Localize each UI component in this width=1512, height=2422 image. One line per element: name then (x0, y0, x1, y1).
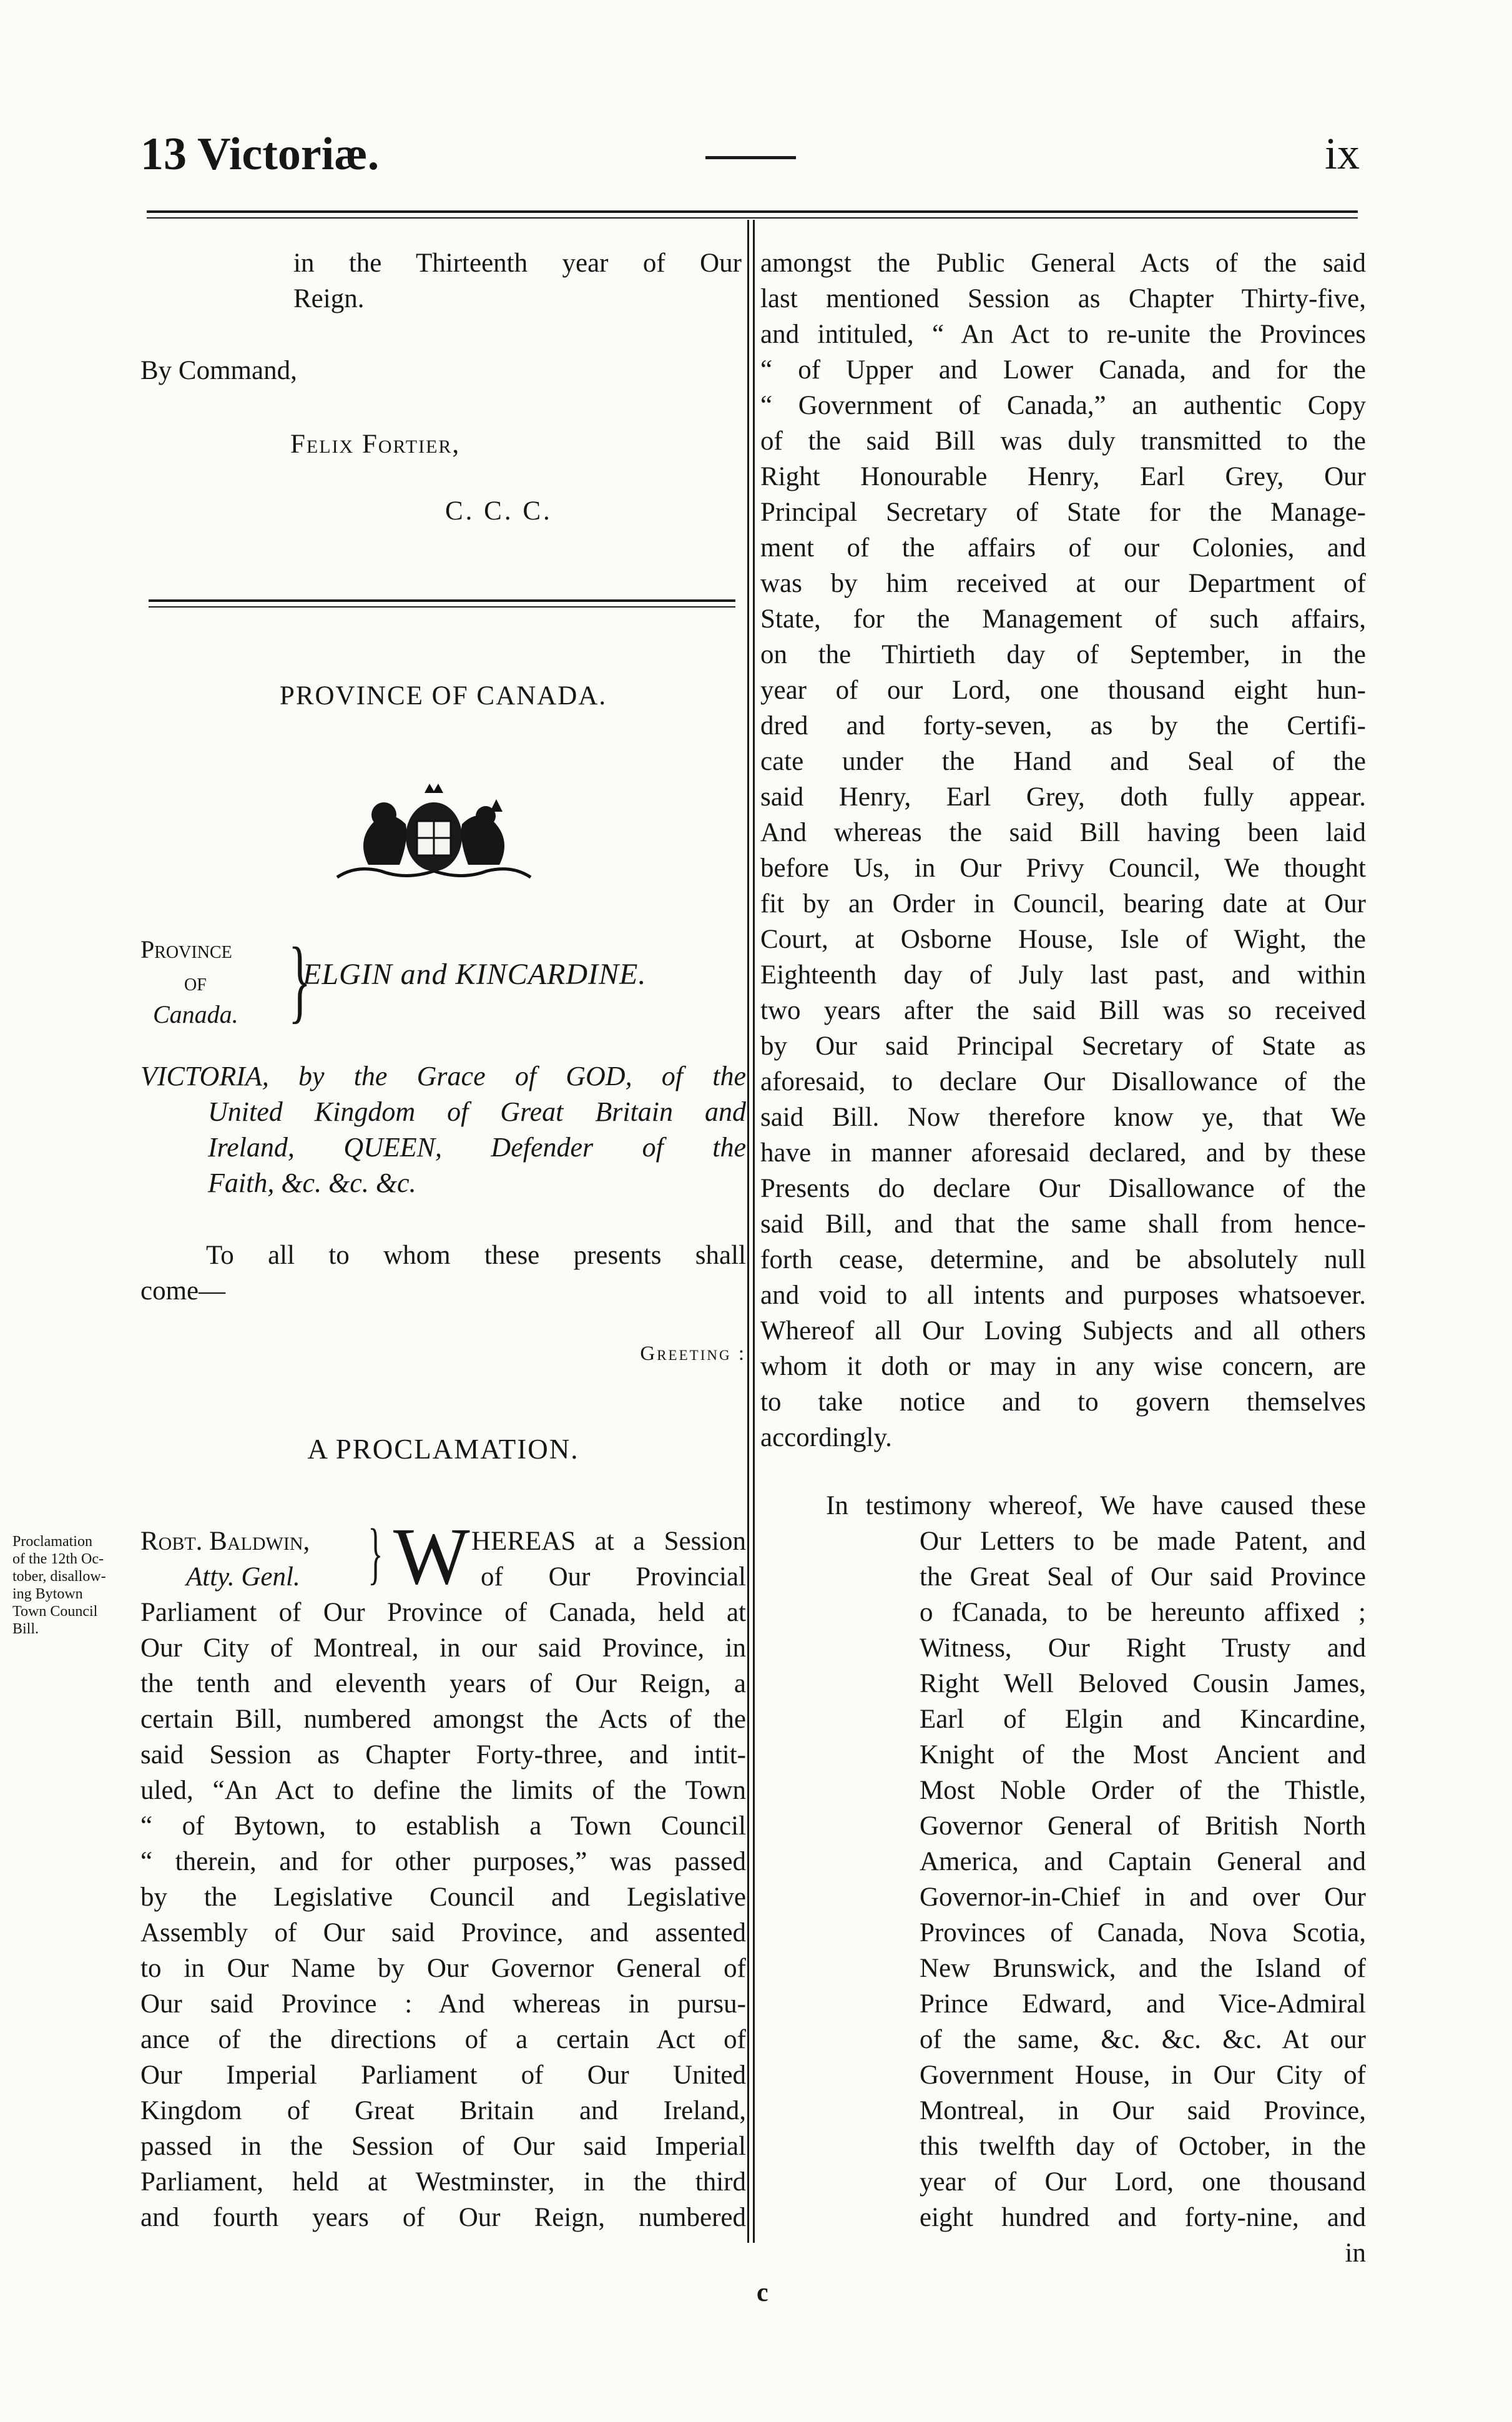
testimony-clause (760, 1488, 1366, 2271)
body-line: to take notice and to govern themselves (760, 1387, 1366, 1417)
royal-style-line-2: United Kingdom of Great Britain and (208, 1096, 746, 1127)
testimony-line: this twelfth day of October, in the (920, 2132, 1366, 2161)
drop-cap: W (393, 1512, 470, 1602)
whereas-line-2 (481, 1559, 746, 1595)
body-line: on the Thirtieth day of September, in the (760, 640, 1366, 669)
body-line: ment of the affairs of our Colonies, and (760, 533, 1366, 563)
testimony-last-word: in (1345, 2238, 1366, 2268)
body-line: fit by an Order in Council, bearing date at Our (760, 889, 1366, 918)
section-rule-thin (149, 606, 735, 608)
body-line: was by him received at our Department of (760, 569, 1366, 598)
testimony-line: America, and Captain General and (920, 1847, 1366, 1876)
body-line: Eighteenth day of July last past, and within (760, 960, 1366, 990)
reign-line-2: Reign. (293, 284, 365, 313)
testimony-line: o fCanada, to be hereunto affixed ; (920, 1598, 1366, 1627)
body-line: the tenth and eleventh years of Our Reign, a (140, 1669, 746, 1698)
province-title: PROVINCE OF CANADA. (279, 681, 607, 711)
header-rule (147, 210, 1358, 213)
margin-note-line: Bill. (12, 1621, 39, 1637)
margin-note-line: ing Bytown (12, 1586, 83, 1602)
signer-title: C. C. C. (445, 496, 552, 526)
body-line: said Henry, Earl Grey, doth fully appear. (760, 782, 1366, 812)
testimony-line: Witness, Our Right Trusty and (920, 1633, 1366, 1663)
section-rule (149, 599, 735, 602)
by-command: By Command, (140, 356, 297, 385)
testimony-line: year of Our Lord, one thousand (920, 2167, 1366, 2197)
header-dash (705, 156, 796, 159)
body-line: forth cease, determine, and be absolutely null (760, 1245, 1366, 1274)
body-line: year of our Lord, one thousand eight hun- (760, 676, 1366, 705)
attorney-title: Atty. Genl. (186, 1562, 300, 1592)
testimony-line: of the same, &c. &c. &c. At our (920, 2025, 1366, 2054)
body-line: State, for the Management of such affairs, (760, 604, 1366, 634)
header-rule-thin (147, 217, 1358, 219)
county-name: ELGIN and KINCARDINE. (303, 958, 647, 991)
margin-note-line: Town Council (12, 1603, 98, 1620)
signer-name: Felix Fortier, (290, 430, 461, 459)
body-line: last mentioned Session as Chapter Thirty-five, (760, 284, 1366, 313)
testimony-line: Most Noble Order of the Thistle, (920, 1776, 1366, 1805)
brace-icon: } (288, 928, 311, 1032)
body-line: said Bill, and that the same shall from hence- (760, 1209, 1366, 1239)
body-line: of the said Bill was duly transmitted to the (760, 426, 1366, 456)
body-line: to in Our Name by Our Governor General of (140, 1954, 746, 1983)
proclamation-heading: A PROCLAMATION. (307, 1434, 579, 1465)
body-line: Parliament of Our Province of Canada, held at (140, 1598, 746, 1627)
body-line: “ of Bytown, to establish a Town Council (140, 1811, 746, 1841)
body-line: and void to all intents and purposes whatsoever. (760, 1281, 1366, 1310)
testimony-line: Prince Edward, and Vice-Admiral (920, 1989, 1366, 2019)
signature-mark: c (757, 2278, 768, 2307)
to-all-line-2: come— (140, 1276, 226, 1306)
testimony-line: Our Letters to be made Patent, and (920, 1527, 1366, 1556)
province-label-1: Province (140, 935, 232, 963)
body-line: “ Government of Canada,” an authentic Copy (760, 391, 1366, 420)
body-line: uled, “An Act to define the limits of the Town (140, 1776, 746, 1805)
body-line: certain Bill, numbered amongst the Acts of the (140, 1705, 746, 1734)
column-divider (747, 220, 749, 2243)
brace-icon-2: } (368, 1515, 383, 1591)
right-body (760, 245, 1366, 1455)
body-line: Right Honourable Henry, Earl Grey, Our (760, 462, 1366, 491)
royal-style-line-3: Ireland, QUEEN, Defender of the (208, 1132, 746, 1163)
testimony-line: the Great Seal of Our said Province (920, 1562, 1366, 1592)
testimony-line: Knight of the Most Ancient and (920, 1740, 1366, 1770)
testimony-line: Provinces of Canada, Nova Scotia, (920, 1918, 1366, 1947)
body-line: Our City of Montreal, in our said Province, in (140, 1633, 746, 1663)
testimony-line: Right Well Beloved Cousin James, (920, 1669, 1366, 1698)
testimony-line: Governor General of British North (920, 1811, 1366, 1841)
body-line: dred and forty-seven, as by the Certifi- (760, 711, 1366, 741)
body-line: Presents do declare Our Disallowance of the (760, 1174, 1366, 1203)
body-line: Court, at Osborne House, Isle of Wight, the (760, 925, 1366, 954)
province-label-2: of (184, 968, 207, 996)
body-line: whom it doth or may in any wise concern, are (760, 1352, 1366, 1381)
margin-note-line: of the 12th Oc- (12, 1551, 104, 1567)
testimony-line: eight hundred and forty-nine, and (920, 2203, 1366, 2232)
testimony-line: Governor-in-Chief in and over Our (920, 1883, 1366, 1912)
body-line: And whereas the said Bill having been laid (760, 818, 1366, 847)
body-line: Assembly of Our said Province, and assented (140, 1918, 746, 1947)
body-line: and intituled, “ An Act to re-unite the Provinces (760, 320, 1366, 349)
testimony-line: New Brunswick, and the Island of (920, 1954, 1366, 1983)
to-all (140, 1238, 746, 1309)
province-label (140, 933, 238, 1031)
body-line: “ of Upper and Lower Canada, and for the (760, 355, 1366, 385)
body-line: cate under the Hand and Seal of the (760, 747, 1366, 776)
body-line: two years after the said Bill was so received (760, 996, 1366, 1025)
body-line: Principal Secretary of State for the Manage- (760, 498, 1366, 527)
page-number: ix (1325, 129, 1360, 179)
column-divider-2 (753, 220, 755, 2243)
body-line: by the Legislative Council and Legislative (140, 1883, 746, 1912)
royal-style-line-1: VICTORIA, by the Grace of GOD, of the (140, 1061, 746, 1091)
left-body (140, 1595, 746, 2235)
margin-note (12, 1533, 137, 1638)
body-line: before Us, in Our Privy Council, We thought (760, 854, 1366, 883)
body-line: aforesaid, to declare Our Disallowance of the (760, 1067, 1366, 1096)
margin-note-line: Proclamation (12, 1533, 92, 1550)
body-line: Whereof all Our Loving Subjects and all others (760, 1316, 1366, 1346)
body-line: amongst the Public General Acts of the said (760, 249, 1366, 278)
coat-of-arms-icon (331, 777, 537, 890)
testimony-first-line: In testimony whereof, We have caused these (826, 1491, 1366, 1520)
attorney-name: Robt. Baldwin, (140, 1527, 310, 1556)
reign-line-1: in the Thirteenth year of Our (293, 249, 742, 278)
royal-style (140, 1058, 746, 1201)
body-line: have in manner aforesaid declared, and by these (760, 1138, 1366, 1168)
running-head-title: 13 Victoriæ. (140, 129, 380, 180)
body-line: accordingly. (760, 1423, 892, 1452)
greeting: Greeting : (640, 1342, 746, 1365)
body-line: Our said Province : And whereas in pursu- (140, 1989, 746, 2019)
margin-note-line: tober, disallow- (12, 1568, 106, 1585)
body-line: ance of the directions of a certain Act of (140, 2025, 746, 2054)
reign-lines (293, 245, 742, 317)
royal-style-line-4: Faith, &c. &c. &c. (208, 1168, 416, 1198)
testimony-line: Montreal, in Our said Province, (920, 2096, 1366, 2125)
body-line: said Session as Chapter Forty-three, and intit- (140, 1740, 746, 1770)
whereas-text-2: of Our Provincial (481, 1562, 746, 1592)
body-line: “ therein, and for other purposes,” was passed (140, 1847, 746, 1876)
whereas-text-1: HEREAS at a Session (471, 1527, 746, 1556)
testimony-line: Earl of Elgin and Kincardine, (920, 1705, 1366, 1734)
province-label-3: Canada. (153, 1000, 238, 1028)
body-line: Our Imperial Parliament of Our United (140, 2060, 746, 2090)
body-line: Parliament, held at Westminster, in the third (140, 2167, 746, 2197)
body-line: said Bill. Now therefore know ye, that We (760, 1103, 1366, 1132)
body-line: Kingdom of Great Britain and Ireland, (140, 2096, 746, 2125)
testimony-line: Government House, in Our City of (920, 2060, 1366, 2090)
to-all-line-1: To all to whom these presents shall (206, 1241, 746, 1270)
whereas-line-1 (471, 1524, 746, 1559)
body-line: and fourth years of Our Reign, numbered (140, 2203, 746, 2232)
body-line: passed in the Session of Our said Imperial (140, 2132, 746, 2161)
body-line: by Our said Principal Secretary of State as (760, 1031, 1366, 1061)
